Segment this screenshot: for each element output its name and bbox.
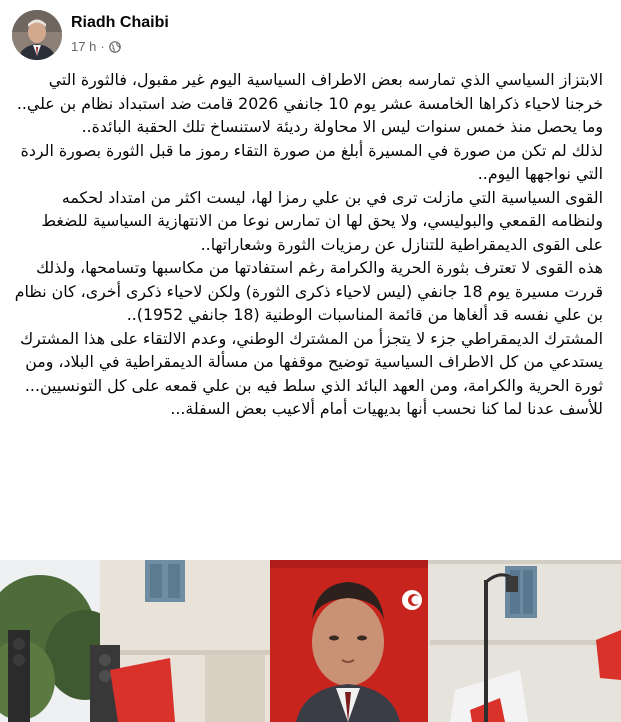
post-body xyxy=(11,68,603,421)
post-photo[interactable] xyxy=(0,560,621,722)
poster xyxy=(270,560,428,722)
post-paragraph: هذه القوى لا تعترف بثورة الحرية والكرامة رغم استفادتها من مكاسبها وتسامحها، ولذلك قررت مسيرة يوم 18 جانفي (ليس لاحياء ذكرى الثورة) ولكن لاحياء ذكرى أخرى، كان نظام بن علي نفسه قد ألغاها من قائمة المناسبات الوطنية (18 جانفي 1952).. xyxy=(14,258,603,324)
meta-separator: · xyxy=(100,39,105,54)
author-name[interactable]: Riadh Chaibi xyxy=(71,14,169,31)
post-paragraph: المشترك الديمقراطي جزء لا يتجزأ من المشترك الوطني، وعدم الالتقاء على هذا المشترك يستدعي من كل الاطراف السياسية توضيح موقفها من مسألة الديمقراطية في البلاد، ومن ثورة الحرية والكرامة، ومن العهد البائد الذي سلط فيه بن علي قمعه على كل التونسيين... xyxy=(20,328,603,395)
post-paragraph: للأسف عدنا لما كنا نحسب أنها بديهيات أمام ألاعيب بعض السفلة... xyxy=(170,399,603,418)
post-paragraph: لذلك لم تكن من صورة في المسيرة أبلغ من صورة التقاء رموز ما قبل الثورة بصورة الردة التي نواجهها اليوم.. xyxy=(20,140,603,183)
post-header xyxy=(0,0,621,70)
globe-icon[interactable] xyxy=(109,41,121,53)
post-paragraph: القوى السياسية التي مازلت ترى في بن علي رمزا لها، ليست اكثر من امتداد لحكمه ولنظامه القمعي والبوليسي، ولا يحق لها ان تمارس نوعا من الانتهازية السياسية للضغط على القوى الديمقراطية للتنازل عن رمزيات الثورة وشعاراتها.. xyxy=(41,187,603,254)
post-paragraph: الابتزاز السياسي الذي تمارسه بعض الاطراف السياسية اليوم غير مقبول، فالثورة التي خرجنا لاحياء ذكراها الخامسة عشر يوم 10 جانفي 2026 قامت ضد استبداد نظام بن علي.. xyxy=(16,70,603,113)
post-meta xyxy=(71,39,121,54)
post-paragraph: وما يحصل منذ خمس سنوات ليس الا محاولة رديئة لاستنساخ تلك الحقبة البائدة.. xyxy=(81,117,603,136)
post-timestamp[interactable]: 17 h xyxy=(71,39,97,54)
avatar[interactable] xyxy=(12,10,62,60)
